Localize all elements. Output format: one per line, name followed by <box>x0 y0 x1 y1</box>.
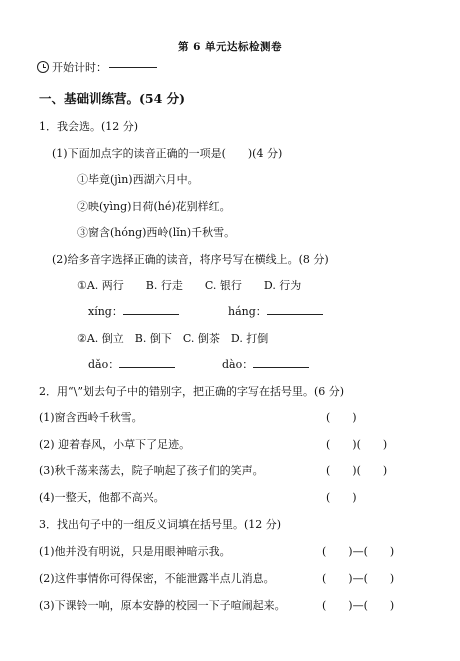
q3-answer-1[interactable]: ( )—( ) <box>322 545 395 558</box>
q3-item-3: (3)下课铃一响，原本安静的校园一下子喧闹起来。 <box>39 599 286 612</box>
q1-option-1: ①毕竟(jìn)西湖六月中。 <box>77 173 199 186</box>
answer-line-dao4 <box>222 359 309 370</box>
blank-hang[interactable] <box>267 314 323 315</box>
q1-option-3: ③窗含(hóng)西岭(lǐn)千秋雪。 <box>77 226 236 239</box>
blank-label-dao3: dǎo： <box>88 358 120 371</box>
q3-heading: 3．找出句子中的一组反义词填在括号里。(12 分) <box>39 518 282 531</box>
answer-line-dao3 <box>88 359 175 370</box>
blank-xing[interactable] <box>123 314 179 315</box>
q1-heading: 1．我会选。(12 分) <box>39 120 139 133</box>
q3-item-1: (1)他并没有明说，只是用眼神暗示我。 <box>39 545 231 558</box>
q1-part2-prompt: (2)给多音字选择正确的读音，将序号写在横线上。(8 分) <box>52 253 329 266</box>
q2-item-4: (4)一整天，他都不高兴。 <box>39 491 165 504</box>
q2-item-3: (3)秋千荡来荡去，院子响起了孩子们的笑声。 <box>39 464 264 477</box>
q1-option-2: ②映(yìng)日荷(hé)花别样红。 <box>77 200 231 213</box>
answer-line-xing <box>88 306 179 317</box>
blank-label-xing: xíng： <box>88 305 123 318</box>
blank-dao3[interactable] <box>119 367 175 368</box>
q3-answer-2[interactable]: ( )—( ) <box>322 572 395 585</box>
blank-dao4[interactable] <box>253 367 309 368</box>
q1-part1-prompt: (1)下面加点字的读音正确的一项是( )(4 分) <box>52 147 283 160</box>
q2-item-1: (1)窗含西岭千秋雪。 <box>39 411 143 424</box>
answer-line-hang <box>228 306 323 317</box>
timer-label: 开始计时： <box>52 60 107 74</box>
section-heading: 一、基础训练营。(54 分) <box>39 91 186 106</box>
q2-answer-4[interactable]: ( ) <box>326 491 357 504</box>
blank-label-hang: háng： <box>228 305 267 318</box>
q2-answer-1[interactable]: ( ) <box>326 411 357 424</box>
q3-answer-3[interactable]: ( )—( ) <box>322 599 395 612</box>
timer-blank[interactable] <box>109 67 157 68</box>
q2-answer-3[interactable]: ( )( ) <box>326 464 388 477</box>
q1-part2-row2: ②A. 倒立 B. 倒下 C. 倒茶 D. 打倒 <box>77 332 269 345</box>
page-title: 第 6 单元达标检测卷 <box>177 41 283 53</box>
blank-label-dao4: dào： <box>222 358 254 371</box>
clock-icon <box>37 61 49 73</box>
q2-answer-2[interactable]: ( )( ) <box>326 438 388 451</box>
q3-item-2: (2)这件事情你可得保密，不能泄露半点儿消息。 <box>39 572 275 585</box>
q2-item-2: (2) 迎着春风，小草下了足迹。 <box>39 438 191 451</box>
timer-line <box>37 61 157 73</box>
q1-part2-row1: ①A. 两行 B. 行走 C. 银行 D. 行为 <box>77 279 302 292</box>
q2-heading: 2．用“\”划去句子中的错别字，把正确的字写在括号里。(6 分) <box>39 385 345 398</box>
